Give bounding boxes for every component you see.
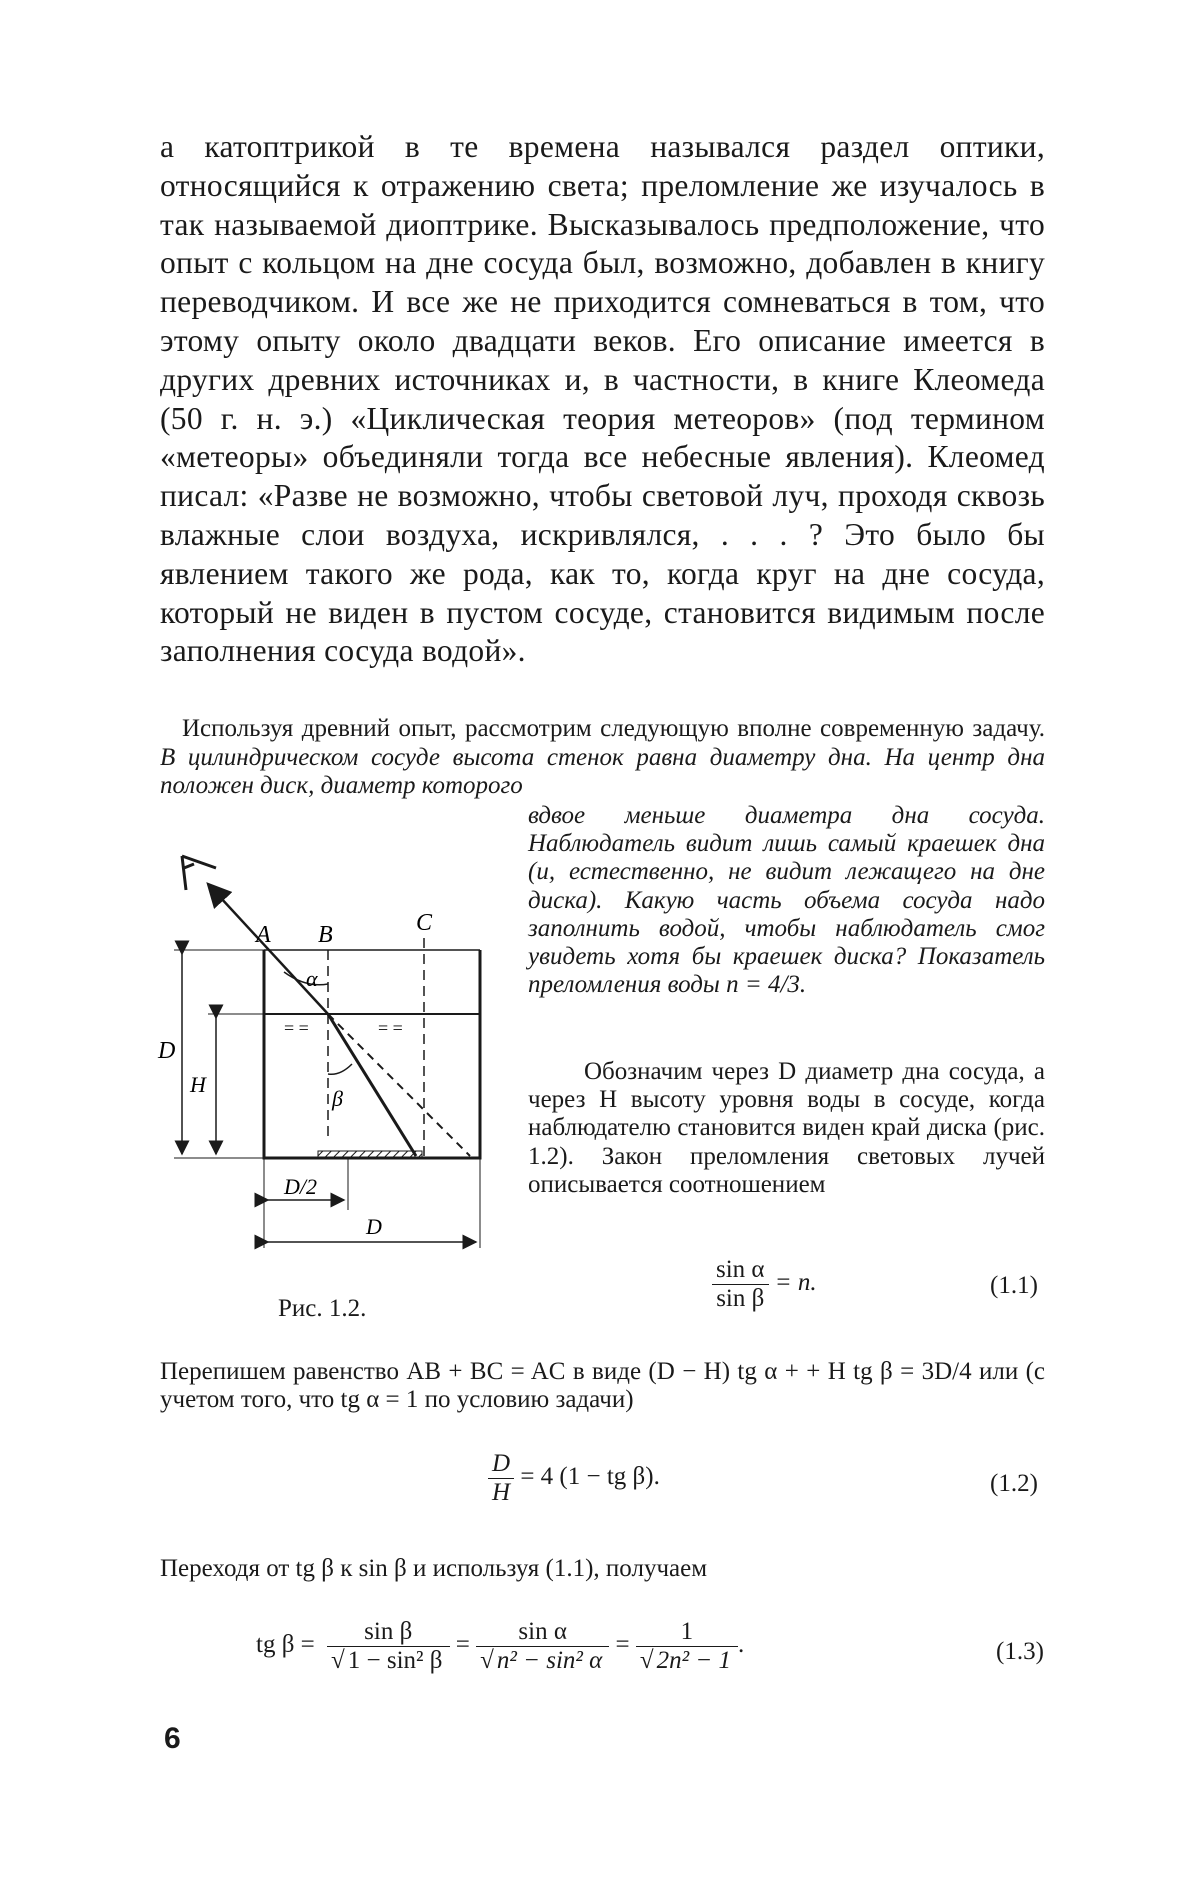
eq3-f2-denominator: n² − sin² α [494, 1646, 605, 1674]
eq3-f1-numerator: sin β [327, 1618, 449, 1647]
problem-statement-b [528, 802, 1045, 999]
eq3-lhs: tg β = [256, 1631, 315, 1659]
point-b-label: B [318, 922, 333, 948]
eq3-f3-denominator: 2n² − 1 [654, 1646, 734, 1674]
figure-1-2 [160, 838, 490, 1268]
equation-1-2 [488, 1450, 660, 1507]
eq2-rhs: = 4 (1 − tg β). [520, 1463, 660, 1491]
main-paragraph: а катоптрикой в те времена назывался раздел оптики, относящийся к отражению света; преломление же изучалось в так называемой диоптрике. Высказывалось предположение, что опыт с кольцом на дне сосуда был, возможно, добавлен в книгу переводчиком. И все же не приходится сомневаться в том, что этому опыту около двадцати веков. Его описание имеется в других древних источниках и, в частности, в книге Клеомеда (50 г. н. э.) «Циклическая теория метеоров» (под термином «метеоры» объединяли тогда все небесные явления). Клеомед писал: «Разве не возможно, чтобы световой луч, проходя сквозь влажные слои воздуха, искривлялся, . . . ? Это было бы явлением такого же рода, как то, когда круг на дне сосуда, который не виден в пустом сосуде, становится видимым после заполнения сосуда водой». [160, 129, 1045, 669]
eq1-label: (1.1) [990, 1272, 1038, 1299]
transition-paragraph: Переходя от tg β к sin β и используя (1.1), получаем [160, 1555, 708, 1582]
problem-statement-a: В цилиндрическом сосуде высота стенок равна диаметру дна. На центр дна положен диск, диаметр которого [160, 743, 1045, 799]
point-c-label: C [416, 910, 433, 936]
eq1-rhs: = n. [774, 1269, 817, 1297]
refraction-index-value: n = 4/3. [726, 971, 807, 999]
eq1-numerator: sin α [712, 1256, 769, 1285]
problem-intro: Используя древний опыт, рассмотрим следующую вполне современную задачу. [182, 715, 1045, 742]
eq2-label: (1.2) [990, 1470, 1038, 1497]
water-ripple-right: = = [378, 1018, 403, 1038]
angle-alpha-label: α [306, 966, 318, 991]
dim-h-label: H [190, 1072, 206, 1097]
eq1-denominator: sin β [716, 1285, 765, 1312]
eq3-f3-numerator: 1 [636, 1618, 738, 1647]
page-number: 6 [164, 1722, 181, 1755]
eq2-numerator: D [488, 1450, 514, 1479]
eye-icon [182, 856, 216, 890]
disk [318, 1151, 422, 1158]
rewrite-paragraph [160, 1358, 1045, 1414]
point-a-label: A [256, 922, 271, 948]
water-ripple-left: = = [284, 1018, 309, 1038]
rewrite-line-1: Перепишем равенство AB + BC = AC в виде (D − H) tg α + [160, 1358, 799, 1385]
dim-half-d-label: D/2 [284, 1174, 317, 1199]
eq3-f2-numerator: sin α [476, 1618, 609, 1647]
solution-paragraph: Обозначим через D диаметр дна сосуда, а через H высоту уровня воды в сосуде, когда наблюдателю становится виден край диска (рис. 1.2). Закон преломления световых лучей описывается соотношением [528, 1058, 1045, 1198]
equation-1-3: tg β = $\frac{\text{sin β}}{\text{√ 1 − sin² β}}$ = $\frac{\text{sin α}}{\text{√ n² − sin² α}}$ = $\frac{1}{\text{√ 2n² − 1}}$ . [256, 1618, 745, 1674]
eq3-f1-denominator: 1 − sin² β [345, 1646, 446, 1674]
dim-d-bottom-label: D [366, 1214, 382, 1239]
eq3-label: (1.3) [996, 1638, 1044, 1665]
figure-caption: Рис. 1.2. [278, 1295, 367, 1322]
angle-beta-label: β [332, 1086, 343, 1111]
rewrite-line-2: + H tg β = 3D/4 или (с учетом того, что tg α = 1 по условию задачи) [160, 1358, 1046, 1413]
light-ray [208, 884, 328, 1014]
dim-d-vertical-label: D [158, 1038, 176, 1064]
problem-statement-b-text: вдвое меньше диаметра дна сосуда. Наблюдатель видит лишь самый краешек дна (и, естественно, не видит лежащего на дне диска). Какую часть объема сосуда надо заполнить водой, чтобы наблюдатель смог увидеть хотя бы краешек диска? Показатель преломления воды [528, 802, 1045, 999]
equation-1-1 [712, 1256, 817, 1313]
problem-paragraph [160, 715, 1045, 801]
eq2-denominator: H [492, 1479, 511, 1506]
